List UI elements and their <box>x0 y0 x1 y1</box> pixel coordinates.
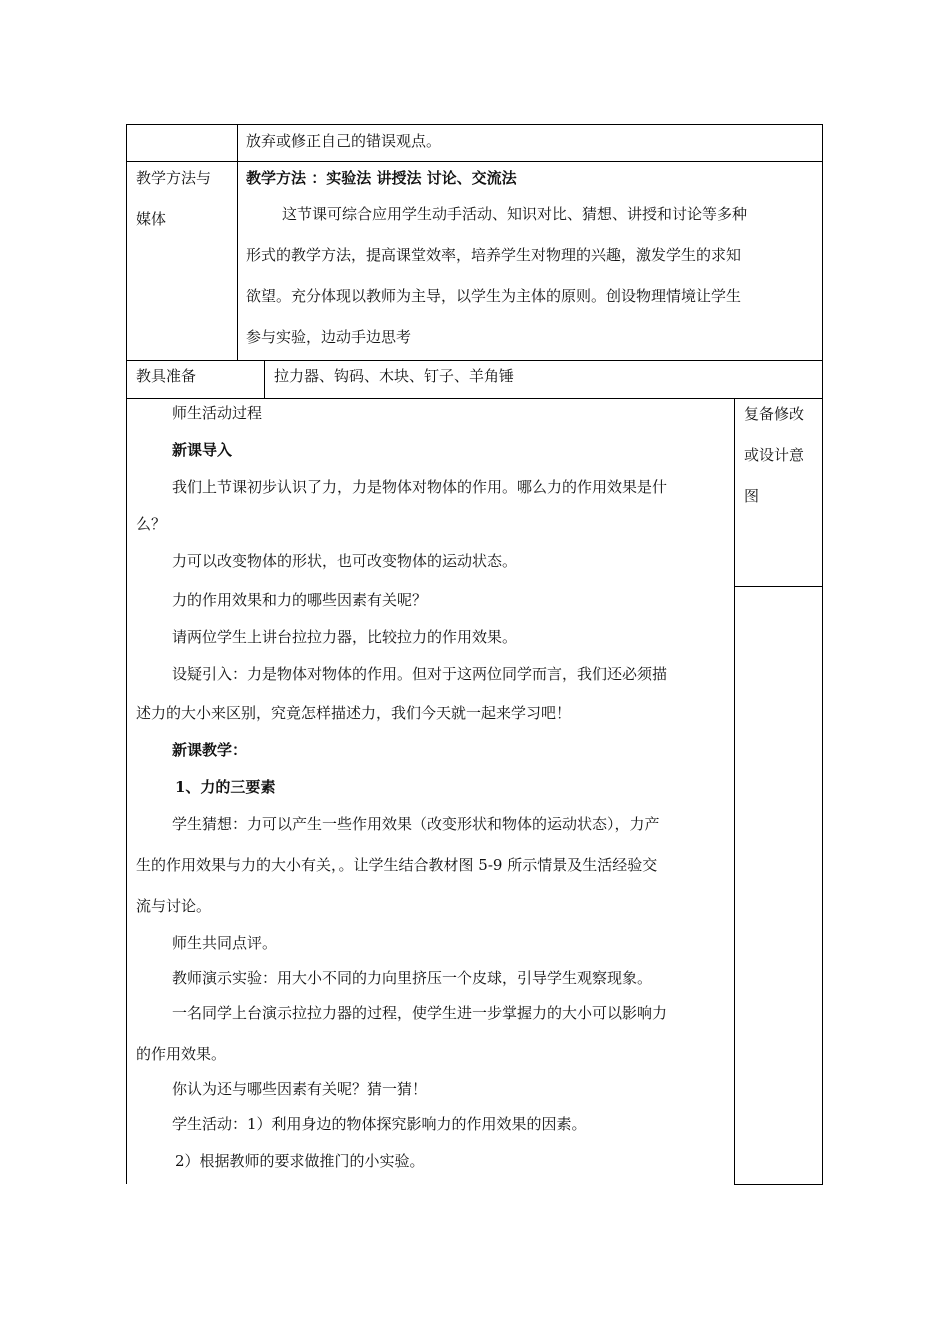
method-paragraph-line: 形式的教学方法，提高课堂效率，培养学生对物理的兴趣，激发学生的求知 <box>246 246 742 264</box>
process-line: 设疑引入：力是物体对物体的作用。但对于这两位同学而言，我们还必须描 <box>172 665 668 683</box>
process-line: 我们上节课初步认识了力，力是物体对物体的作用。哪么力的作用效果是什 <box>172 478 668 496</box>
process-line: 2）根据教师的要求做推门的小实验。 <box>175 1152 425 1170</box>
table-left-border <box>126 124 127 1184</box>
table-bottom-border <box>734 1184 823 1185</box>
table-top-border <box>126 124 823 125</box>
side-cell-divider <box>734 586 823 587</box>
goals-text: 放弃或修正自己的错误观点。 <box>246 132 442 150</box>
section-heading-intro: 新课导入 <box>172 441 233 459</box>
process-header: 师生活动过程 <box>172 404 263 422</box>
process-line: 流与讨论。 <box>136 897 212 915</box>
tools-column-divider <box>264 360 265 398</box>
process-line: 学生活动：1）利用身边的物体探究影响力的作用效果的因素。 <box>172 1115 587 1133</box>
row-divider-2 <box>126 360 823 361</box>
process-line: 教师演示实验：用大小不同的力向里挤压一个皮球，引导学生观察现象。 <box>172 969 653 987</box>
process-line: 师生共同点评。 <box>172 934 278 952</box>
side-note-line: 复备修改 <box>744 405 805 423</box>
process-line: 述力的大小来区别，究竟怎样描述力，我们今天就一起来学习吧！ <box>136 704 572 722</box>
process-line: 学生猜想：力可以产生一些作用效果（改变形状和物体的运动状态），力产 <box>172 815 660 833</box>
section-heading-new-lesson: 新课教学： <box>172 741 248 759</box>
table-right-border <box>822 124 823 1185</box>
process-line: 力可以改变物体的形状，也可改变物体的运动状态。 <box>172 552 518 570</box>
process-line: 生的作用效果与力的大小有关，。让学生结合教材图 5-9 所示情景及生活经验交 <box>136 856 658 874</box>
tools-label: 教具准备 <box>136 367 197 385</box>
method-paragraph-line: 欲望。充分体现以教师为主导，以学生为主体的原则。创设物理情境让学生 <box>246 287 742 305</box>
method-paragraph-line: 参与实验，边动手边思考 <box>246 328 412 346</box>
method-label-line2: 媒体 <box>136 210 167 228</box>
side-note-line: 或设计意 <box>744 446 805 464</box>
label-column-divider <box>237 124 238 360</box>
row-divider-1 <box>126 161 823 162</box>
side-column-divider <box>734 398 735 1184</box>
row-divider-3 <box>126 398 823 399</box>
method-heading: 教学方法 ：实验法 讲授法 讨论、交流法 <box>246 169 517 187</box>
side-note-line: 图 <box>744 487 760 505</box>
process-line: 的作用效果。 <box>136 1045 227 1063</box>
process-line: 么？ <box>136 515 167 533</box>
method-label-line1: 教学方法与 <box>136 169 212 187</box>
process-line: 你认为还与哪些因素有关呢？猜一猜！ <box>172 1080 428 1098</box>
method-paragraph-line: 这节课可综合应用学生动手活动、知识对比、猜想、讲授和讨论等多种 <box>282 205 748 223</box>
process-line: 力的作用效果和力的哪些因素有关呢？ <box>172 591 428 609</box>
process-line: 请两位学生上讲台拉拉力器，比较拉力的作用效果。 <box>172 628 518 646</box>
section-heading-three-elements: 1、力的三要素 <box>175 778 276 796</box>
tools-value: 拉力器、钩码、木块、钉子、羊角锤 <box>274 367 515 385</box>
process-line: 一名同学上台演示拉拉力器的过程，使学生进一步掌握力的大小可以影响力 <box>172 1004 668 1022</box>
